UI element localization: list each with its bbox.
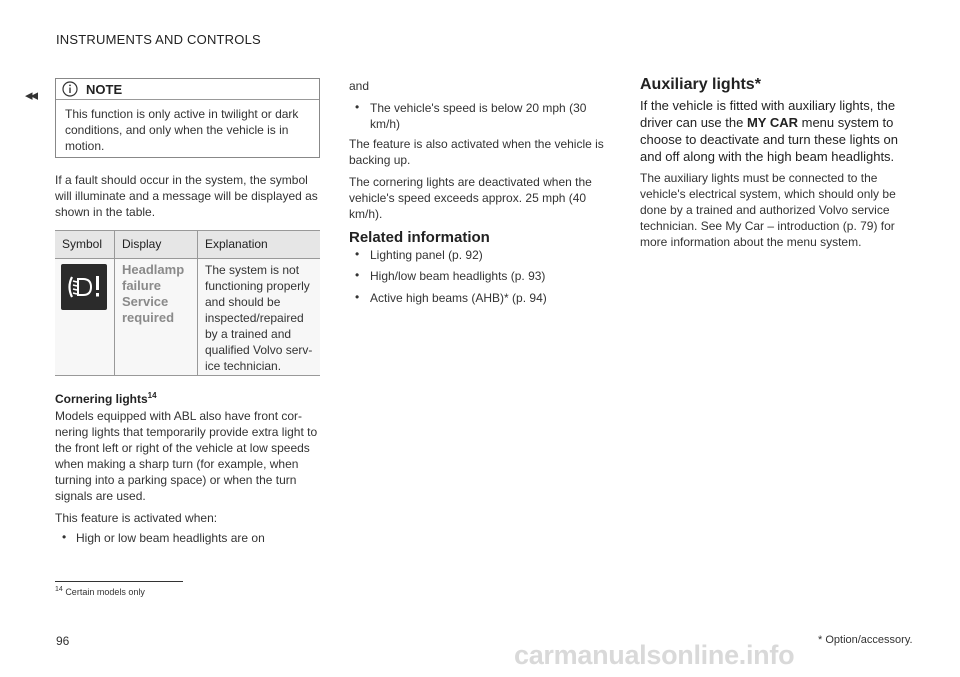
table-divider [197, 230, 198, 376]
info-circle-icon [62, 81, 78, 97]
table-cell-explanation: The system is not functioning properly and should be inspected/repaired by a trained and qualified Volvo serv-ice technician. [205, 263, 313, 373]
footnote-divider [55, 581, 183, 582]
option-accessory-note: * Option/accessory. [818, 634, 913, 646]
headlamp-warning-icon [61, 264, 107, 310]
note-title: NOTE [86, 82, 123, 97]
bullet-dot: • [355, 247, 360, 261]
note-box [55, 78, 320, 158]
watermark: carmanualsonline.info [514, 640, 795, 670]
list-item: The vehicle's speed is below 20 mph (30 km/h) [370, 101, 587, 131]
section-header: INSTRUMENTS AND CONTROLS [56, 32, 261, 47]
and-text: and [349, 79, 370, 93]
auxiliary-lights-title: Auxiliary lights* [640, 76, 761, 93]
table-header-symbol: Symbol [62, 237, 103, 251]
related-link-high-low-beam[interactable]: High/low beam headlights (p. 93) [370, 269, 546, 283]
table-header-explanation: Explanation [205, 237, 268, 251]
note-header [56, 79, 319, 100]
related-information-heading: Related information [349, 229, 490, 246]
fault-paragraph: If a fault should occur in the system, the symbol will illuminate and a message will be displayed as shown in the table. [55, 173, 318, 219]
bullet-dot: • [62, 530, 67, 544]
bullet-dot: • [355, 100, 360, 114]
note-text: This function is only active in twilight or dark conditions, and only when the vehicle is in motion. [65, 107, 299, 153]
related-link-lighting-panel[interactable]: Lighting panel (p. 92) [370, 248, 483, 262]
deactivated-paragraph: The cornering lights are deactivated when the vehicle's speed exceeds approx. 25 mph (40 km/h). [349, 175, 592, 221]
reversing-paragraph: The feature is also activated when the vehicle is backing up. [349, 137, 604, 167]
activated-paragraph: This feature is activated when: [55, 511, 218, 525]
bullet-dot: • [355, 290, 360, 304]
auxiliary-lights-body: The auxiliary lights must be connected to the vehicle's electrical system, which should only be done by a trained and authorized Volvo service technician. See My Car – introduction (p. 79) for more information about the menu system. [640, 171, 896, 249]
table-header-display: Display [122, 237, 162, 251]
cornering-paragraph: Models equipped with ABL also have front cor-nering lights that temporarily provide extra light to the front left or right of the vehicle at low speeds when making a sharp turn (for example, when turning into a parking space) or when the turn signals are used. [55, 409, 318, 503]
table-cell-display: Headlamp failure Service required [122, 262, 185, 325]
related-link-active-high-beams[interactable]: Active high beams (AHB)* (p. 94) [370, 291, 547, 305]
footnote: $^{14}$ Certain models only [55, 586, 145, 597]
cornering-lights-heading: Cornering lights$^{14}$ [55, 391, 157, 406]
bullet-dot: • [355, 268, 360, 282]
my-car-menu-label: MY CAR [746, 115, 798, 130]
auxiliary-lights-intro: If the vehicle is fitted with auxiliary lights, the driver can use the MY CAR menu system to choose to deactivate and turn these lights on and off along with the high beam headlights. [640, 98, 899, 164]
page-number: 96 [56, 634, 70, 648]
footnote-ref[interactable]: 14 [147, 391, 157, 400]
table-divider [114, 230, 115, 376]
list-item: High or low beam headlights are on [76, 531, 265, 545]
continued-marker: ◂◂ [25, 87, 37, 104]
